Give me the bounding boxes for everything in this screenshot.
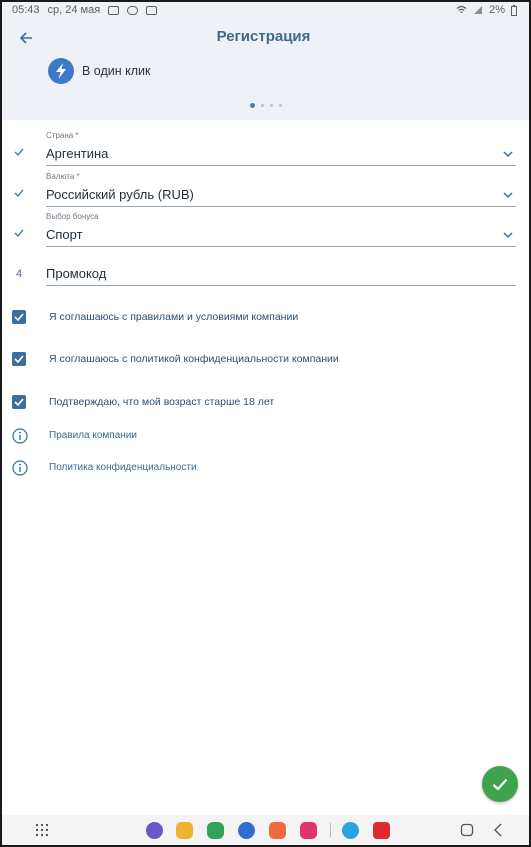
bonus-underline	[46, 246, 516, 247]
age-checkbox-label: Подтверждаю, что мой возраст старше 18 лет	[49, 396, 275, 408]
telegram-app-icon[interactable]	[342, 822, 359, 839]
page-dot	[270, 104, 273, 107]
files-app-icon[interactable]	[176, 822, 193, 839]
promo-placeholder: Промокод	[46, 266, 107, 281]
company-rules-link[interactable]	[12, 428, 137, 449]
checkbox-checked-icon[interactable]	[12, 310, 26, 324]
status-date: ср, 24 мая	[47, 4, 101, 16]
promo-step-number: 4	[15, 268, 23, 280]
app-notification-icon	[146, 6, 157, 15]
bonus-label: Выбор бонуса	[46, 212, 99, 221]
check-icon	[12, 228, 26, 240]
gallery-notification-icon	[108, 6, 119, 15]
currency-select[interactable]	[46, 172, 516, 207]
country-label: Страна *	[46, 131, 79, 140]
one-click-label: В один клик	[82, 64, 151, 78]
info-icon	[12, 428, 28, 444]
check-icon	[12, 188, 26, 200]
phone-app-icon[interactable]	[207, 822, 224, 839]
privacy-checkbox-label: Я соглашаюсь с политикой конфиденциальности компании	[49, 353, 339, 365]
status-bar	[12, 4, 517, 18]
signal-icon	[473, 5, 483, 15]
status-time: 05:43	[12, 4, 40, 16]
wifi-icon	[456, 5, 467, 15]
app-bar	[0, 24, 527, 52]
company-rules-label: Правила компании	[49, 430, 137, 441]
country-value: Аргентина	[46, 146, 109, 161]
messages-app-icon[interactable]	[238, 822, 255, 839]
privacy-policy-link[interactable]	[12, 460, 197, 481]
youtube-app-icon[interactable]	[373, 822, 390, 839]
checkbox-checked-icon[interactable]	[12, 395, 26, 409]
contacts-app-icon[interactable]	[269, 822, 286, 839]
one-click-tab[interactable]	[48, 58, 151, 84]
confirm-button[interactable]	[482, 766, 518, 802]
battery-percent: 2%	[489, 4, 505, 16]
privacy-checkbox-row[interactable]	[12, 352, 339, 366]
lightning-icon	[48, 58, 74, 84]
country-select[interactable]	[46, 131, 516, 166]
page-dot	[279, 104, 282, 107]
promo-code-input[interactable]	[46, 262, 516, 286]
system-navigation-bar	[2, 815, 529, 845]
currency-value: Российский рубль (RUB)	[46, 187, 194, 202]
bonus-select[interactable]	[46, 212, 516, 247]
bonus-value: Спорт	[46, 227, 83, 242]
chevron-down-icon	[502, 229, 514, 241]
check-icon	[12, 147, 26, 159]
terms-checkbox-row[interactable]	[12, 310, 299, 324]
battery-icon	[511, 5, 517, 16]
back-button-icon[interactable]	[492, 823, 504, 840]
currency-label: Валюта *	[46, 172, 80, 181]
country-underline	[46, 165, 516, 166]
page-dot-active	[250, 103, 255, 108]
chevron-down-icon	[502, 189, 514, 201]
dock-divider	[330, 823, 331, 837]
home-button-icon[interactable]	[460, 823, 474, 840]
app-drawer-icon[interactable]	[36, 824, 48, 836]
page-indicator	[250, 103, 282, 108]
privacy-policy-label: Политика конфиденциальности	[49, 462, 197, 473]
checkbox-checked-icon[interactable]	[12, 352, 26, 366]
info-icon	[12, 460, 28, 476]
cloud-notification-icon	[127, 6, 138, 15]
currency-underline	[46, 206, 516, 207]
page-dot	[261, 104, 264, 107]
terms-checkbox-label: Я соглашаюсь с правилами и условиями компании	[49, 311, 299, 323]
promo-underline	[46, 285, 516, 286]
page-title: Регистрация	[216, 28, 311, 45]
browser-app-icon[interactable]	[146, 822, 163, 839]
age-checkbox-row[interactable]	[12, 395, 275, 409]
camera-app-icon[interactable]	[300, 822, 317, 839]
check-icon	[492, 778, 508, 791]
chevron-down-icon	[502, 148, 514, 160]
